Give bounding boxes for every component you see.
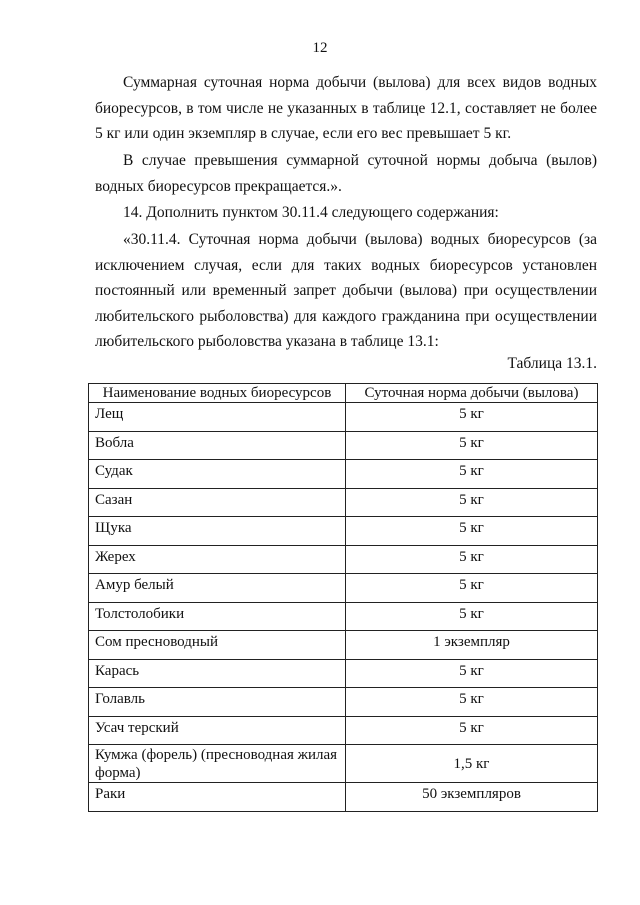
norm-cell: 5 кг: [346, 688, 598, 717]
species-cell: Голавль: [89, 688, 346, 717]
norm-cell: 5 кг: [346, 574, 598, 603]
table-row: [89, 716, 598, 745]
table-row: [89, 602, 598, 631]
species-cell: Толстолобики: [89, 602, 346, 631]
table-row: [89, 745, 598, 783]
paragraph-30-11-4: «30.11.4. Суточная норма добычи (вылова) водных биоресурсов (за исключением случая, если для таких водных биоресурсов установлен постоянный или временный запрет добычи (вылова) при осуществлении любительского рыболовства) для каждого гражданина при осуществлении любительского рыболовства указана в таблице 13.1:: [95, 231, 597, 350]
catch-norm-table: [88, 383, 598, 812]
table-caption: Таблица 13.1.: [507, 355, 597, 372]
table-row: [89, 783, 598, 812]
norm-cell: 5 кг: [346, 545, 598, 574]
species-cell: Карась: [89, 659, 346, 688]
norm-cell: 5 кг: [346, 460, 598, 489]
species-cell: Усач терский: [89, 716, 346, 745]
species-cell: Вобла: [89, 431, 346, 460]
species-cell: Жерех: [89, 545, 346, 574]
header-species: Наименование водных биоресурсов: [89, 384, 346, 403]
norm-cell: 5 кг: [346, 716, 598, 745]
table-row: [89, 460, 598, 489]
table-row: [89, 545, 598, 574]
species-cell: Судак: [89, 460, 346, 489]
table-header-row: [89, 384, 598, 403]
table-row: [89, 631, 598, 660]
paragraph-total-norm: Суммарная суточная норма добычи (вылова) для всех видов водных биоресурсов, в том числе не указанных в таблице 12.1, составляет не более 5 кг или один экземпляр в случае, если его вес превышает 5 кг.: [95, 74, 597, 142]
table-row: [89, 488, 598, 517]
norm-cell: 1,5 кг: [346, 745, 598, 783]
table-row: [89, 431, 598, 460]
norm-cell: 5 кг: [346, 431, 598, 460]
table-row: [89, 659, 598, 688]
table-row: [89, 688, 598, 717]
species-cell: Сом пресноводный: [89, 631, 346, 660]
header-daily-norm: Суточная норма добычи (вылова): [346, 384, 598, 403]
table-row: [89, 403, 598, 432]
species-cell: Кумжа (форель) (пресноводная жилая форма): [89, 745, 346, 783]
norm-cell: 5 кг: [346, 517, 598, 546]
norm-cell: 50 экземпляров: [346, 783, 598, 812]
table-row: [89, 574, 598, 603]
paragraph-exceeding-norm: В случае превышения суммарной суточной нормы добыча (вылов) водных биоресурсов прекращается.».: [95, 152, 597, 195]
norm-cell: 5 кг: [346, 659, 598, 688]
norm-cell: 5 кг: [346, 403, 598, 432]
species-cell: Амур белый: [89, 574, 346, 603]
species-cell: Щука: [89, 517, 346, 546]
page-number: 12: [312, 40, 328, 56]
table-row: [89, 517, 598, 546]
norm-cell: 1 экземпляр: [346, 631, 598, 660]
species-cell: Лещ: [89, 403, 346, 432]
norm-cell: 5 кг: [346, 488, 598, 517]
paragraph-amendment-14: 14. Дополнить пунктом 30.11.4 следующего содержания:: [123, 204, 499, 221]
species-cell: Сазан: [89, 488, 346, 517]
norm-cell: 5 кг: [346, 602, 598, 631]
species-cell: Раки: [89, 783, 346, 812]
